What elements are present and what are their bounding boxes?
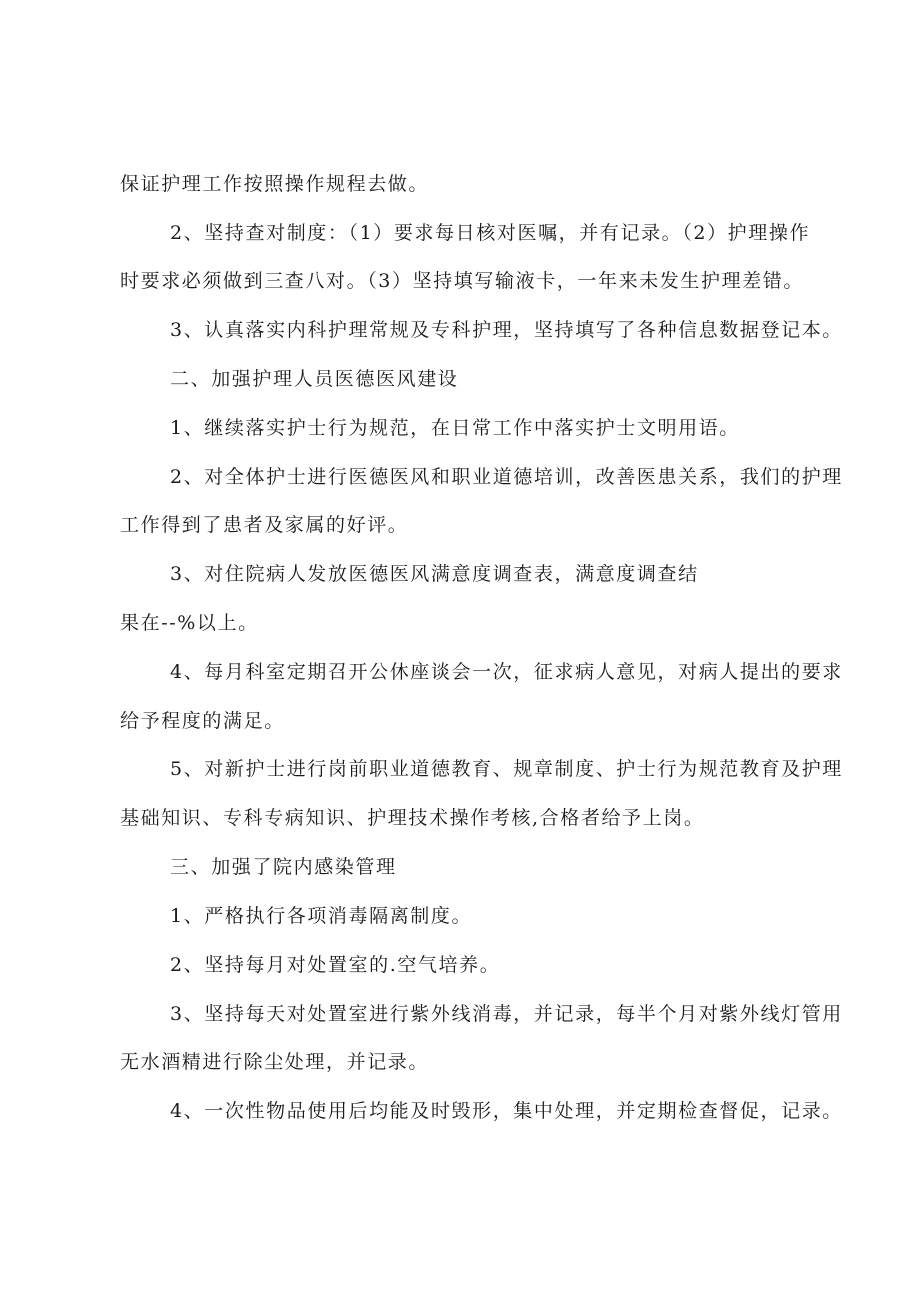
text-line: 2、对全体护士进行医德医风和职业道德培训，改善医患关系，我们的护理	[170, 466, 843, 488]
text-line: 3、认真落实内科护理常规及专科护理，坚持填写了各种信息数据登记本。	[170, 319, 843, 341]
text-line: 2、坚持查对制度：（1）要求每日核对医嘱，并有记录。（2）护理操作	[170, 222, 811, 244]
text-line: 工作得到了患者及家属的好评。	[120, 514, 409, 536]
text-line: 时要求必须做到三查八对。（3）坚持填写输液卡，一年来未发生护理差错。	[120, 270, 804, 292]
section-heading: 三、加强了院内感染管理	[170, 856, 397, 878]
text-line: 给予程度的满足。	[120, 710, 285, 732]
text-line: 1、严格执行各项消毒隔离制度。	[170, 905, 473, 927]
text-line: 无水酒精进行除尘处理，并记录。	[120, 1051, 430, 1073]
section-heading: 二、加强护理人员医德医风建设	[170, 368, 459, 390]
text-line: 1、继续落实护士行为规范，在日常工作中落实护士文明用语。	[170, 417, 740, 439]
text-line: 5、对新护士进行岗前职业道德教育、规章制度、护士行为规范教育及护理	[170, 758, 843, 780]
text-line: 2、坚持每月对处置室的.空气培养。	[170, 954, 501, 976]
text-line: 4、每月科室定期召开公休座谈会一次，征求病人意见，对病人提出的要求	[170, 661, 843, 683]
text-line: 果在--%以上。	[120, 612, 259, 634]
text-line: 3、坚持每天对处置室进行紫外线消毒，并记录，每半个月对紫外线灯管用	[170, 1003, 843, 1025]
text-line: 3、对住院病人发放医德医风满意度调查表，满意度调查结	[170, 563, 699, 585]
text-line: 4、一次性物品使用后均能及时毁形，集中处理，并定期检查督促，记录。	[170, 1100, 843, 1122]
text-line: 保证护理工作按照操作规程去做。	[120, 173, 430, 195]
text-line: 基础知识、专科专病知识、护理技术操作考核,合格者给予上岗。	[120, 807, 705, 829]
